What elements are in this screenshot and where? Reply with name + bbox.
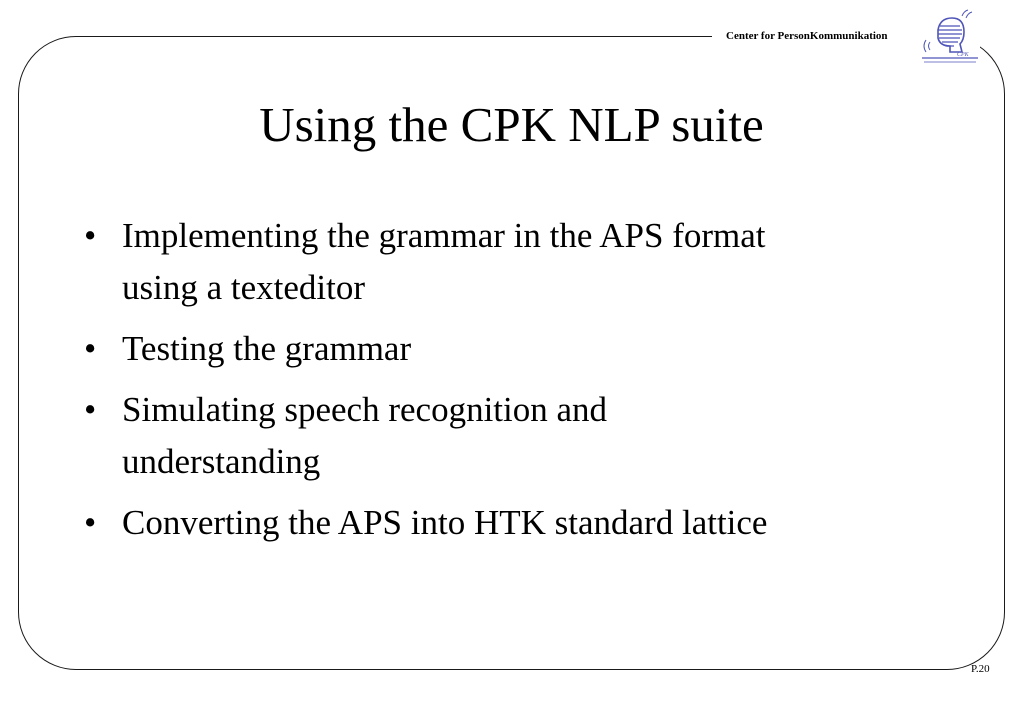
bullet-item: [84, 323, 944, 375]
bullet-item: [84, 384, 944, 488]
bullet-line: Implementing the grammar in the APS format: [122, 216, 766, 255]
bullet-line: understanding: [122, 442, 321, 481]
cpk-logo: [920, 6, 980, 64]
bullet-line: using a texteditor: [122, 268, 366, 307]
page-number: P.20: [971, 663, 990, 675]
slide-title: Using the CPK NLP suite: [259, 97, 764, 152]
bullet-dot: •: [84, 329, 97, 368]
bullet-dot: •: [84, 216, 97, 255]
logo-caption: CPK: [957, 52, 969, 58]
bullet-dot: •: [84, 503, 97, 542]
organization-name: Center for PersonKommunikation: [726, 30, 888, 42]
bullet-list: [84, 210, 944, 558]
bullet-item: [84, 210, 944, 314]
bullet-line: Simulating speech recognition and: [122, 390, 608, 429]
bullet-item: [84, 497, 944, 549]
bullet-line: Testing the grammar: [122, 329, 412, 368]
cpk-logo-icon: [920, 6, 980, 64]
bullet-line: Converting the APS into HTK standard lattice: [122, 503, 768, 542]
bullet-dot: •: [84, 390, 97, 429]
